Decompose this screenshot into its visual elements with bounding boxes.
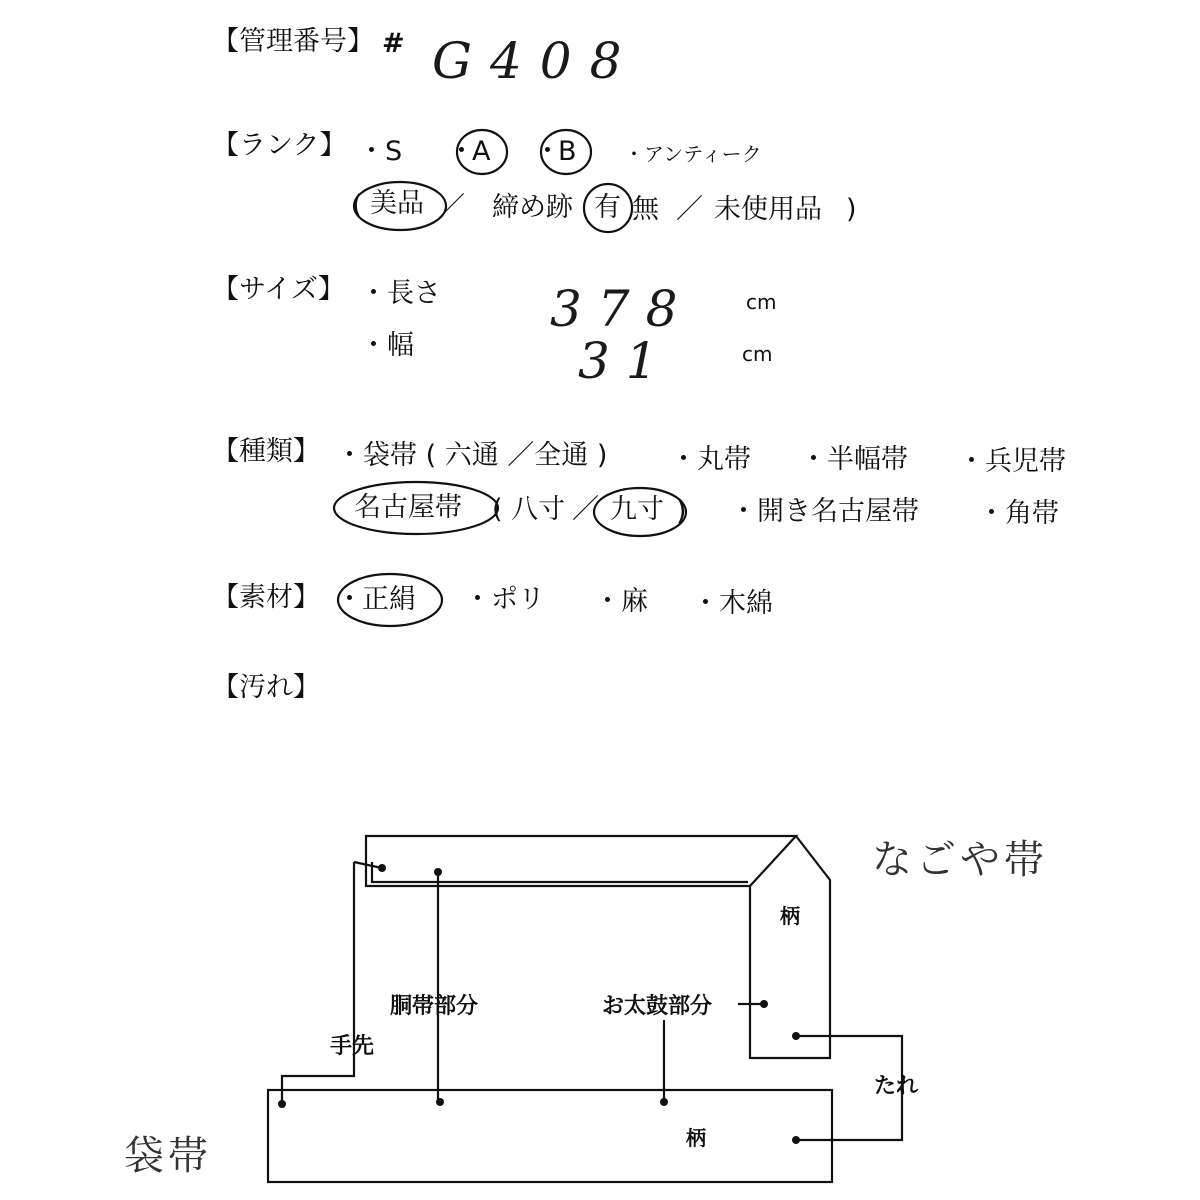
diagram-gara-bottom: 柄 (686, 1126, 706, 1150)
dot-nagoya-dobu (434, 868, 442, 876)
kind-kyusun: 九寸 (610, 494, 664, 525)
rank-mu: 無 (632, 194, 659, 225)
rank-yu: 有 (594, 192, 621, 223)
size-label: 【サイズ】 (212, 274, 345, 305)
dot-fukuro-dobu (436, 1098, 444, 1106)
dot-fukuro-tare (792, 1136, 800, 1144)
rank-option-s: ・S (358, 136, 403, 167)
rank-shimeato: 締め跡 (492, 192, 573, 223)
rank-paren-open: ( (352, 190, 363, 221)
size-length-label: ・長さ (360, 278, 441, 309)
kind-hassun: ( 八寸 (492, 494, 566, 525)
dot-fukuro-tesaki (278, 1100, 286, 1108)
kind-label: 【種類】 (212, 436, 320, 467)
size-width-label: ・幅 (360, 330, 414, 361)
rank-unused: 未使用品 (714, 194, 822, 225)
size-width-value: 31 (578, 332, 674, 390)
rank-label: 【ランク】 (212, 130, 347, 161)
size-width-unit: cm (742, 342, 773, 366)
material-momen: ・木綿 (692, 588, 773, 619)
rank-option-b: B (558, 136, 577, 167)
kind-nagoya: 名古屋帯 (354, 492, 462, 523)
dot-nagoya-otaiko (760, 1000, 768, 1008)
rank-option-a-dot: ・ (448, 136, 475, 167)
rank-option-antique: ・アンティーク (624, 142, 762, 166)
rank-option-a: A (472, 136, 491, 167)
line-tesaki (282, 862, 382, 1104)
dot-fukuro-otaiko (660, 1098, 668, 1106)
material-shoken-dot: ・ (336, 584, 363, 615)
diagram-dobu-label: 胴帯部分 (390, 994, 479, 1019)
rank-bihin: 美品 (370, 188, 424, 219)
kind-maru: ・丸帯 (670, 444, 751, 475)
kind-hiraki: ・開き名古屋帯 (730, 496, 919, 527)
diagram-otaiko-label: お太鼓部分 (602, 994, 713, 1019)
fukuro-obi-outline (268, 1090, 832, 1182)
mgmt-label: 【管理番号】 (212, 26, 374, 57)
rank-slash-1: ／ (438, 192, 465, 223)
kind-fukuro: ・袋帯 ( 六通 ／全通 ) (336, 440, 608, 471)
kind-kyusun-close: ) (676, 496, 687, 527)
dot-nagoya-tesaki (378, 864, 386, 872)
kind-hanhaba: ・半幅帯 (800, 444, 908, 475)
diagram-gara-top: 柄 (780, 904, 800, 928)
kind-kaku: ・角帯 (978, 498, 1059, 529)
size-length-unit: cm (746, 290, 777, 314)
size-length-value: 378 (550, 280, 694, 338)
nagoya-obi-outline (366, 836, 796, 886)
nagoya-obi-inner (372, 862, 748, 882)
rank-option-b-dot: ・ (534, 136, 561, 167)
material-poly: ・ポリ (464, 584, 545, 615)
mgmt-number: G408 (432, 32, 640, 90)
stain-label: 【汚れ】 (212, 672, 320, 703)
material-label: 【素材】 (212, 582, 320, 613)
material-shoken: 正絹 (362, 584, 416, 615)
kind-heko: ・兵児帯 (958, 446, 1066, 477)
kind-slash: ／ (572, 494, 599, 525)
diagram-tesaki-label: 手先 (330, 1034, 375, 1059)
mgmt-hash: # (382, 28, 405, 59)
nagoya-obi-tare (750, 836, 830, 1058)
material-asa: ・麻 (594, 586, 648, 617)
diagram-nagoya-title: なごや帯 (872, 837, 1048, 883)
diagram-fukuro-title: 袋帯 (124, 1133, 212, 1179)
rank-slash-2: ／ (676, 194, 703, 225)
diagram-tare-label: たれ (874, 1074, 919, 1099)
dot-nagoya-tare (792, 1032, 800, 1040)
rank-paren-close: ) (846, 194, 857, 225)
